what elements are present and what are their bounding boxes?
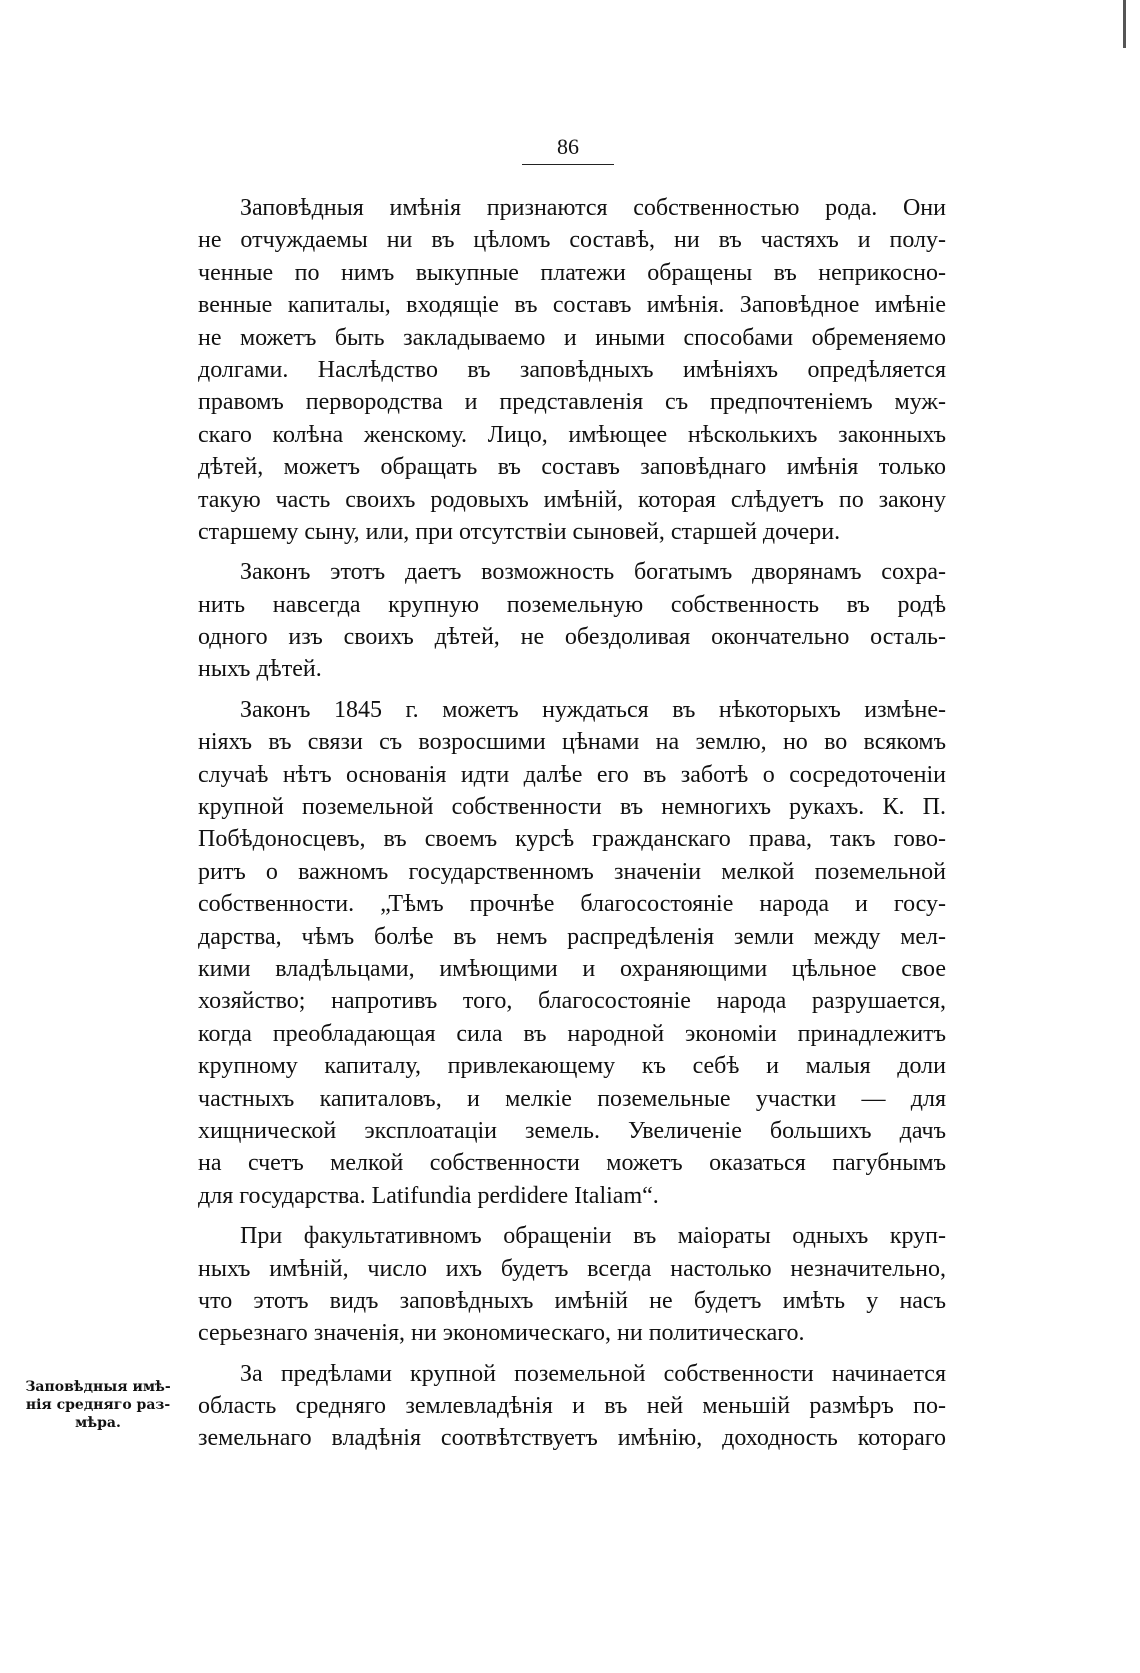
text-line: нить навсегда крупную поземельную собственность въ родѣ — [198, 591, 946, 618]
scan-edge-line — [1123, 0, 1126, 48]
text-line: частныхъ капиталовъ, и мелкіе поземельные участки — для — [198, 1085, 946, 1112]
text-line: скаго колѣна женскому. Лицо, имѣющее нѣсколькихъ законныхъ — [198, 421, 946, 448]
text-line: случаѣ нѣтъ основанія идти далѣе его въ заботѣ о сосредоточеніи — [198, 761, 946, 788]
text-line: одного изъ своихъ дѣтей, не обездоливая окончательно осталь- — [198, 624, 946, 651]
text-line: не отчуждаемы ни въ цѣломъ составѣ, ни въ частяхъ и полу- — [198, 227, 946, 254]
paragraph — [198, 192, 946, 548]
text-line: серьезнаго значенія, ни экономическаго, ни политическаго. — [198, 1320, 805, 1347]
text-line: земельнаго владѣнія соотвѣтствуетъ имѣнію, доходность котораго — [198, 1425, 946, 1452]
text-line: долгами. Наслѣдство въ заповѣдныхъ имѣніяхъ опредѣляется — [198, 356, 946, 383]
margin-note — [10, 1378, 186, 1432]
margin-note-line: Заповѣдныя имѣ- — [25, 1379, 171, 1395]
text-line: ныхъ дѣтей. — [198, 656, 322, 683]
text-line: правомъ первородства и представленія съ предпочтеніемъ муж- — [198, 389, 946, 416]
text-line: для государства. Latifundia perdidere Italiam“. — [198, 1182, 659, 1209]
text-line: Побѣдоносцевъ, въ своемъ курсѣ гражданскаго права, такъ гово- — [198, 826, 946, 853]
text-line: Заповѣдныя имѣнія признаются собственностью рода. Они — [240, 195, 946, 221]
paragraph — [198, 694, 946, 1212]
text-line: кими владѣльцами, имѣющими и охраняющими цѣльное свое — [198, 955, 946, 982]
text-line: ніяхъ въ связи съ возросшими цѣнами на землю, но во всякомъ — [198, 729, 946, 756]
text-line: хищнической эксплоатаціи земель. Увеличеніе большихъ дачъ — [198, 1117, 946, 1144]
text-line: дѣтей, можетъ обращать въ составъ заповѣднаго имѣнія только — [198, 454, 946, 481]
text-line: не можетъ быть закладываемо и иными способами обременяемо — [198, 324, 946, 351]
text-line: на счетъ мелкой собственности можетъ оказаться пагубнымъ — [198, 1150, 946, 1177]
text-line: Законъ 1845 г. можетъ нуждаться въ нѣкоторыхъ измѣне- — [240, 696, 946, 723]
text-line: что этотъ видъ заповѣдныхъ имѣній не будетъ имѣть у насъ — [198, 1287, 946, 1314]
margin-note-line: мѣра. — [75, 1415, 121, 1431]
text-line: Законъ этотъ даетъ возможность богатымъ дворянамъ сохра- — [240, 559, 946, 586]
text-line: хозяйство; напротивъ того, благосостояніе народа разрушается, — [198, 988, 946, 1015]
text-line: За предѣлами крупной поземельной собственности начинается — [240, 1360, 946, 1387]
text-line: крупному капиталу, привлекающему къ себѣ и малыя доли — [198, 1053, 946, 1080]
paragraph — [198, 556, 946, 686]
margin-note-line: нія средняго раз- — [25, 1397, 171, 1413]
text-line: крупной поземельной собственности въ немногихъ рукахъ. К. П. — [198, 794, 946, 821]
paragraph — [198, 1358, 946, 1455]
text-line: старшему сыну, или, при отсутствіи сыновей, старшей дочери. — [198, 518, 841, 545]
text-line: венные капиталы, входящіе въ составъ имѣнія. Заповѣдное имѣніе — [198, 292, 946, 319]
page-number: 86 — [522, 134, 614, 165]
paragraph — [198, 1220, 946, 1350]
text-line: ченные по нимъ выкупные платежи обращены въ неприкосно- — [198, 259, 946, 286]
text-line: дарства, чѣмъ болѣе въ немъ распредѣленія земли между мел- — [198, 923, 946, 950]
text-line: такую часть своихъ родовыхъ имѣній, которая слѣдуетъ по закону — [198, 486, 946, 513]
body-text — [198, 192, 946, 1455]
text-line: При факультативномъ обращеніи въ маіораты одныхъ круп- — [240, 1223, 946, 1250]
text-line: когда преобладающая сила въ народной экономіи принадлежитъ — [198, 1020, 946, 1047]
text-line: ныхъ имѣній, число ихъ будетъ всегда настолько незначительно, — [198, 1255, 946, 1282]
text-line: собственности. „Тѣмъ прочнѣе благосостояніе народа и госу- — [198, 891, 946, 918]
text-line: область средняго землевладѣнія и въ ней меньшій размѣръ по- — [198, 1393, 946, 1420]
text-line: ритъ о важномъ государственномъ значеніи мелкой поземельной — [198, 858, 946, 885]
